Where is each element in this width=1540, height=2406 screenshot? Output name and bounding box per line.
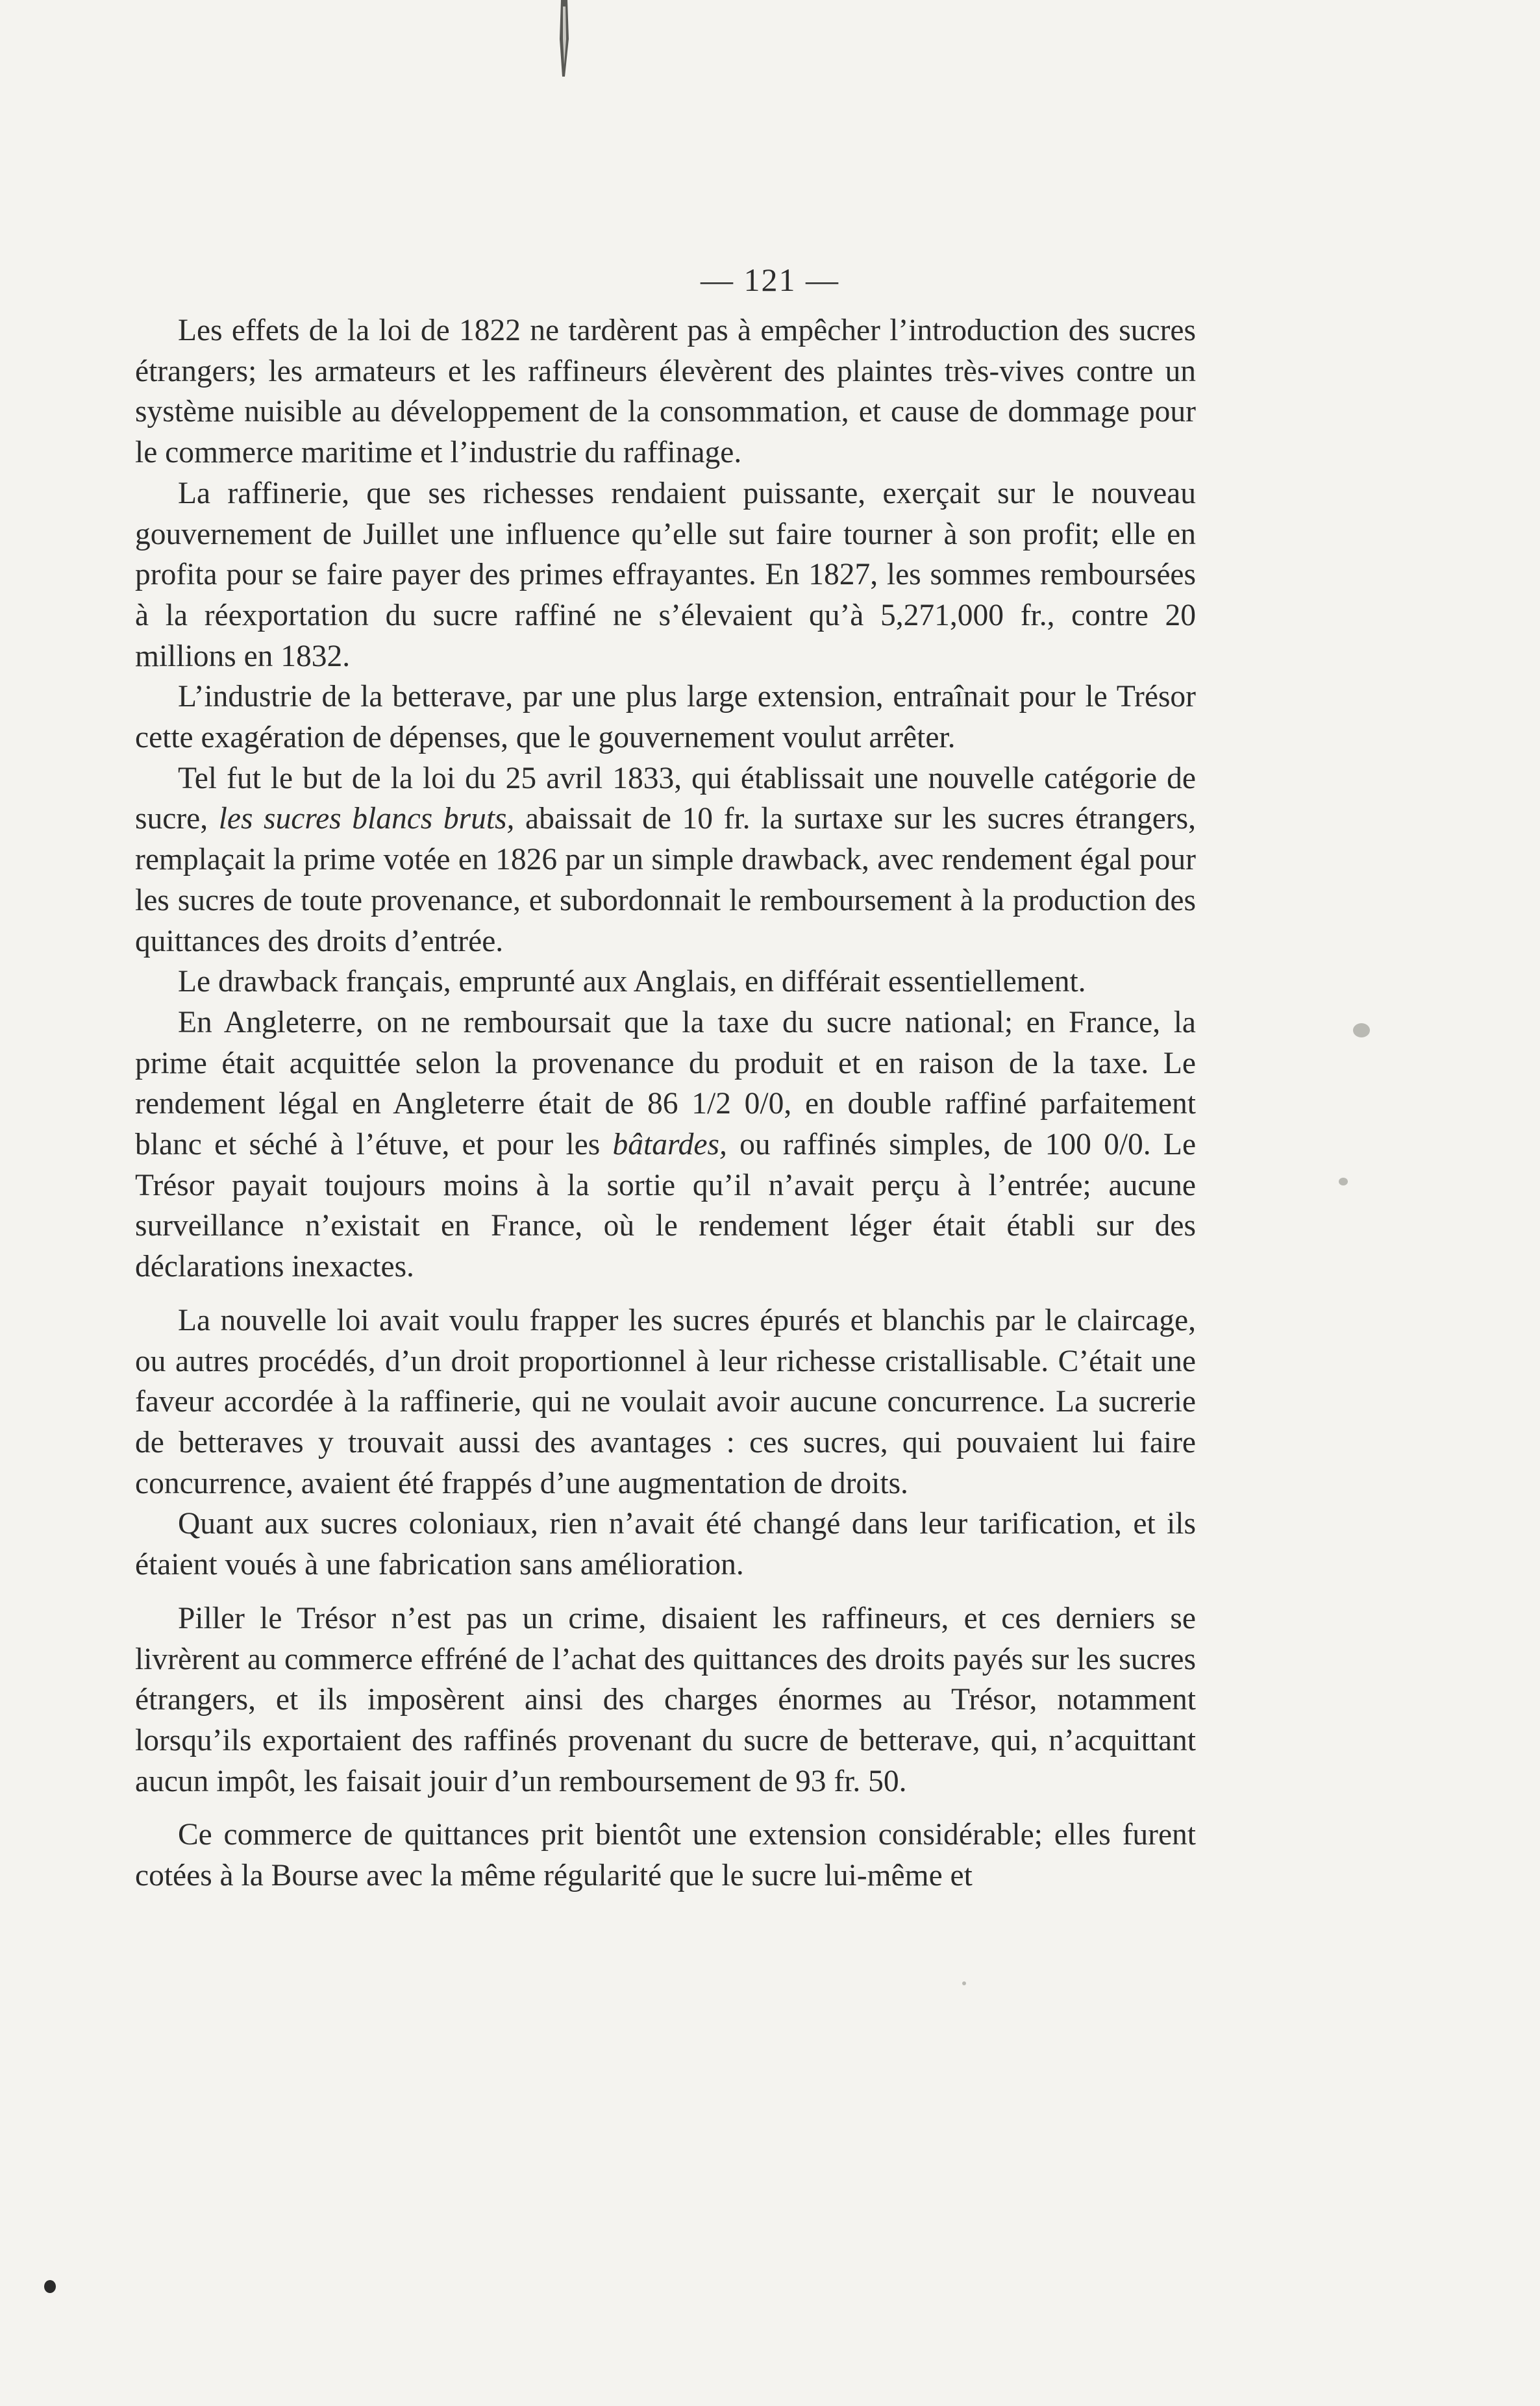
paragraph-gap — [135, 1585, 1196, 1598]
paper-speck — [962, 1981, 966, 1985]
binding-mark — [557, 0, 571, 78]
paragraph: La nouvelle loi avait voulu frapper les sucres épurés et blanchis par le claircage, ou autres procédés, d’un droit proportionnel à leur richesse cristallisable. C’était une faveur accordée à la raffinerie, qui ne voulait avoir aucune concurrence. La sucrerie de betteraves y trouvait aussi des avantages : ces sucres, qui pouvaient lui faire concurrence, avaient été frappés d’une augmentation de droits. — [135, 1303, 1196, 1500]
paragraph-text: abaissait de 10 fr. la surtaxe sur les sucres étrangers, remplaçait la prime votée en 1826 par un simple drawback, avec rendement égal pour les sucres de toute provenance, et subordonnait le remboursement à la production des quittances des droits d’entrée. — [135, 802, 1196, 958]
paper-speck — [1339, 1178, 1348, 1185]
paragraph — [135, 758, 1196, 962]
paragraph: Le drawback français, emprunté aux Anglais, en différait essentiellement. — [178, 965, 1086, 999]
paragraph: Quant aux sucres coloniaux, rien n’avait été changé dans leur tarification, et ils étaient voués à une fabrication sans amélioration. — [135, 1507, 1196, 1582]
paragraph-text: ou raffinés simples, de 100 0/0. Le Trésor payait toujours moins à la sortie qu’il n’avait perçu à l’entrée; aucune surveillance n’existait en France, où le rendement léger était établi sur des déclarations inexactes. — [135, 1128, 1197, 1284]
ink-dot — [44, 2280, 56, 2293]
italic-term: bâtardes, — [612, 1128, 727, 1162]
paragraph: Les effets de la loi de 1822 ne tardèrent pas à empêcher l’introduction des sucres étrangers; les armateurs et les raffineurs élevèrent des plaintes très-vives contre un système nuisible au développement de la consommation, et cause de dommage pour le commerce maritime et l’industrie du raffinage. — [135, 314, 1196, 470]
paragraph: La raffinerie, que ses richesses rendaient puissante, exerçait sur le nouveau gouvernement de Juillet une influence qu’elle sut faire tourner à son profit; elle en profita pour se faire payer des primes effrayantes. En 1827, les sommes remboursées à la réexportation du sucre raffiné ne s’élevaient qu’à 5,271,000 fr., contre 20 millions en 1832. — [135, 476, 1196, 673]
paragraph-gap — [135, 1802, 1196, 1815]
italic-term: les sucres blancs bruts, — [218, 802, 515, 836]
paper-speck — [1353, 1023, 1370, 1037]
paragraph: Piller le Trésor n’est pas un crime, disaient les raffineurs, et ces derniers se livrèrent au commerce effréné de l’achat des quittances des droits payés sur les sucres étrangers, et ils imposèrent ainsi des charges énormes au Trésor, notamment lorsqu’ils exportaient des raffinés provenant du sucre de betterave, qui, n’acquittant aucun impôt, les faisait jouir d’un remboursement de 93 fr. 50. — [135, 1601, 1196, 1798]
paragraph: L’industrie de la betterave, par une plus large extension, entraînait pour le Trésor cette exagération de dépenses, que le gouvernement voulut arrêter. — [135, 680, 1196, 755]
paragraph-text: En Angleterre, on ne remboursait que la taxe du sucre national; en France, la prime était acquittée selon la provenance du produit et en raison de la taxe. Le rendement légal en Angleterre était de 86 1/2 0/0, en double raffiné parfaitement blanc et séché à l’étuve, et pour les — [135, 1005, 1196, 1162]
paragraph: Ce commerce de quittances prit bientôt une extension considérable; elles furent cotées à la Bourse avec la même régularité que le sucre lui-même et — [135, 1818, 1196, 1893]
paragraph — [135, 1002, 1196, 1287]
paragraph-gap — [135, 1287, 1196, 1300]
body-text — [135, 310, 1196, 1896]
page-number: — 121 — — [701, 262, 839, 298]
paragraph-text: Tel fut le but de la loi du 25 avril 1833, qui établissait une nouvelle catégorie de sucre, — [135, 761, 1196, 836]
